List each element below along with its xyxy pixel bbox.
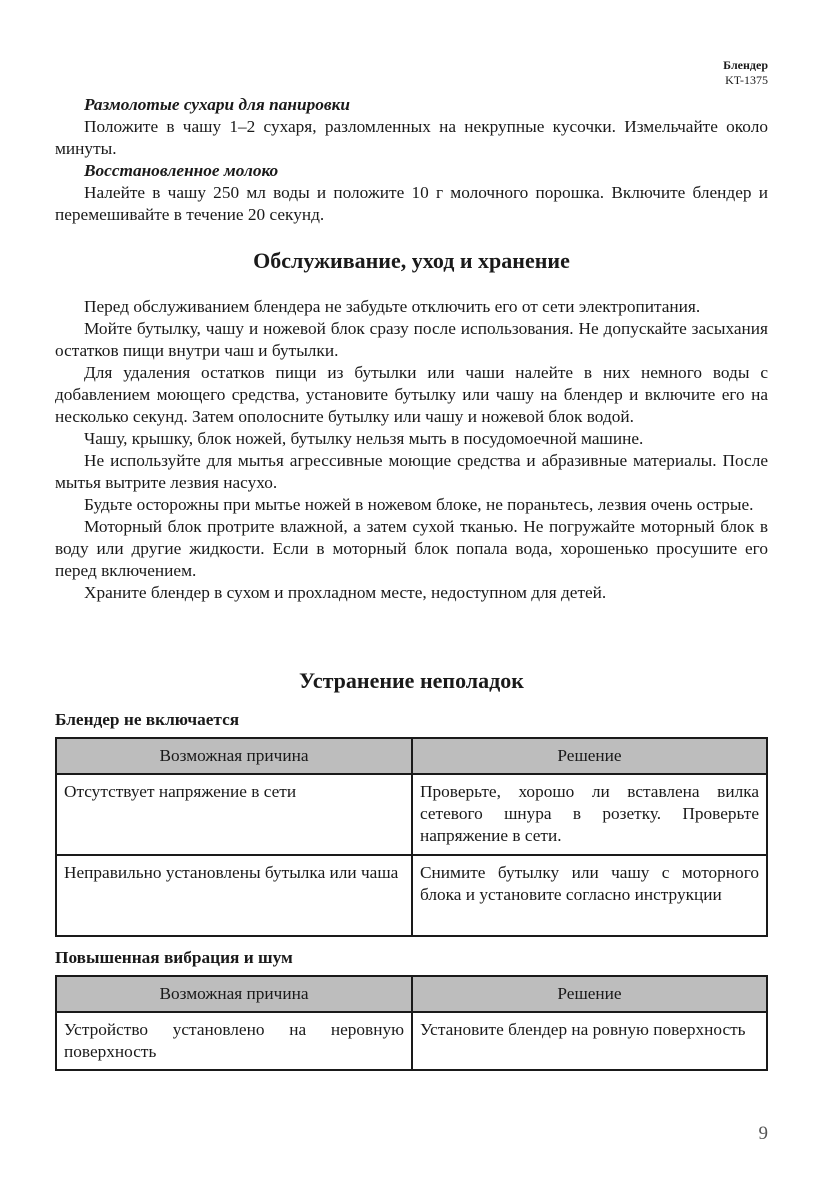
column-header-cause: Возможная причина bbox=[56, 976, 412, 1012]
cause-cell: Неправильно установлены бутылка или чаша bbox=[56, 855, 412, 936]
header-model: KT-1375 bbox=[725, 73, 768, 87]
service-paragraph: Храните блендер в сухом и прохладном месте, недоступном для детей. bbox=[84, 583, 607, 602]
section-heading-service: Обслуживание, уход и хранение bbox=[253, 248, 570, 273]
page-content bbox=[55, 94, 768, 1071]
running-header bbox=[723, 58, 768, 88]
service-paragraph: Чашу, крышку, блок ножей, бутылку нельзя мыть в посудомоечной машине. bbox=[84, 429, 644, 448]
troubleshooting-table bbox=[55, 975, 768, 1071]
problem-title: Повышенная вибрация и шум bbox=[55, 948, 293, 967]
recipe-title: Восстановленное молоко bbox=[84, 161, 279, 180]
section-heading-troubleshooting: Устранение неполадок bbox=[299, 668, 524, 693]
page-number: 9 bbox=[758, 1123, 768, 1144]
column-header-cause: Возможная причина bbox=[56, 738, 412, 774]
solution-cell: Установите блендер на ровную поверхность bbox=[412, 1012, 767, 1070]
header-title: Блендер bbox=[723, 58, 768, 72]
table-header-row bbox=[56, 976, 767, 1012]
problem-title: Блендер не включается bbox=[55, 710, 240, 729]
troubleshooting-table bbox=[55, 737, 768, 937]
table-row bbox=[56, 1012, 767, 1070]
service-paragraph: Для удаления остатков пищи из бутылки или чаши налейте в них немного воды с добавлением моющего средства, установите бутылку или чашу на блендер и включите его на несколько секунд. Затем ополосните бутылку или чашу и ножевой блок водой. bbox=[55, 363, 768, 426]
recipe-title: Размолотые сухари для панировки bbox=[84, 95, 350, 114]
cause-cell: Отсутствует напряжение в сети bbox=[56, 774, 412, 855]
table-header-row bbox=[56, 738, 767, 774]
service-paragraph: Перед обслуживанием блендера не забудьте отключить его от сети электропитания. bbox=[84, 297, 701, 316]
table-row bbox=[56, 774, 767, 855]
service-paragraph: Мойте бутылку, чашу и ножевой блок сразу после использования. Не допускайте засыхания остатков пищи внутри чаш и бутылки. bbox=[55, 319, 768, 360]
recipe-text: Налейте в чашу 250 мл воды и положите 10 г молочного порошка. Включите блендер и перемешивайте в течение 20 секунд. bbox=[55, 183, 768, 224]
solution-cell: Проверьте, хорошо ли вставлена вилка сетевого шнура в розетку. Проверьте напряжение в сети. bbox=[412, 774, 767, 855]
solution-cell: Снимите бутылку или чашу с моторного блока и установите согласно инструкции bbox=[412, 855, 767, 936]
table-row bbox=[56, 855, 767, 936]
column-header-solution: Решение bbox=[412, 738, 767, 774]
cause-cell: Устройство установлено на неровную поверхность bbox=[56, 1012, 412, 1070]
service-paragraph: Не используйте для мытья агрессивные моющие средства и абразивные материалы. После мытья вытрите лезвия насухо. bbox=[55, 451, 768, 492]
column-header-solution: Решение bbox=[412, 976, 767, 1012]
service-paragraph: Будьте осторожны при мытье ножей в ножевом блоке, не пораньтесь, лезвия очень острые. bbox=[84, 495, 754, 514]
recipe-text: Положите в чашу 1–2 сухаря, разломленных на некрупные кусочки. Измельчайте около минуты. bbox=[55, 117, 768, 158]
service-paragraph: Моторный блок протрите влажной, а затем сухой тканью. Не погружайте моторный блок в воду или другие жидкости. Если в моторный блок попала вода, хорошенько просушите его перед включением. bbox=[55, 517, 768, 580]
